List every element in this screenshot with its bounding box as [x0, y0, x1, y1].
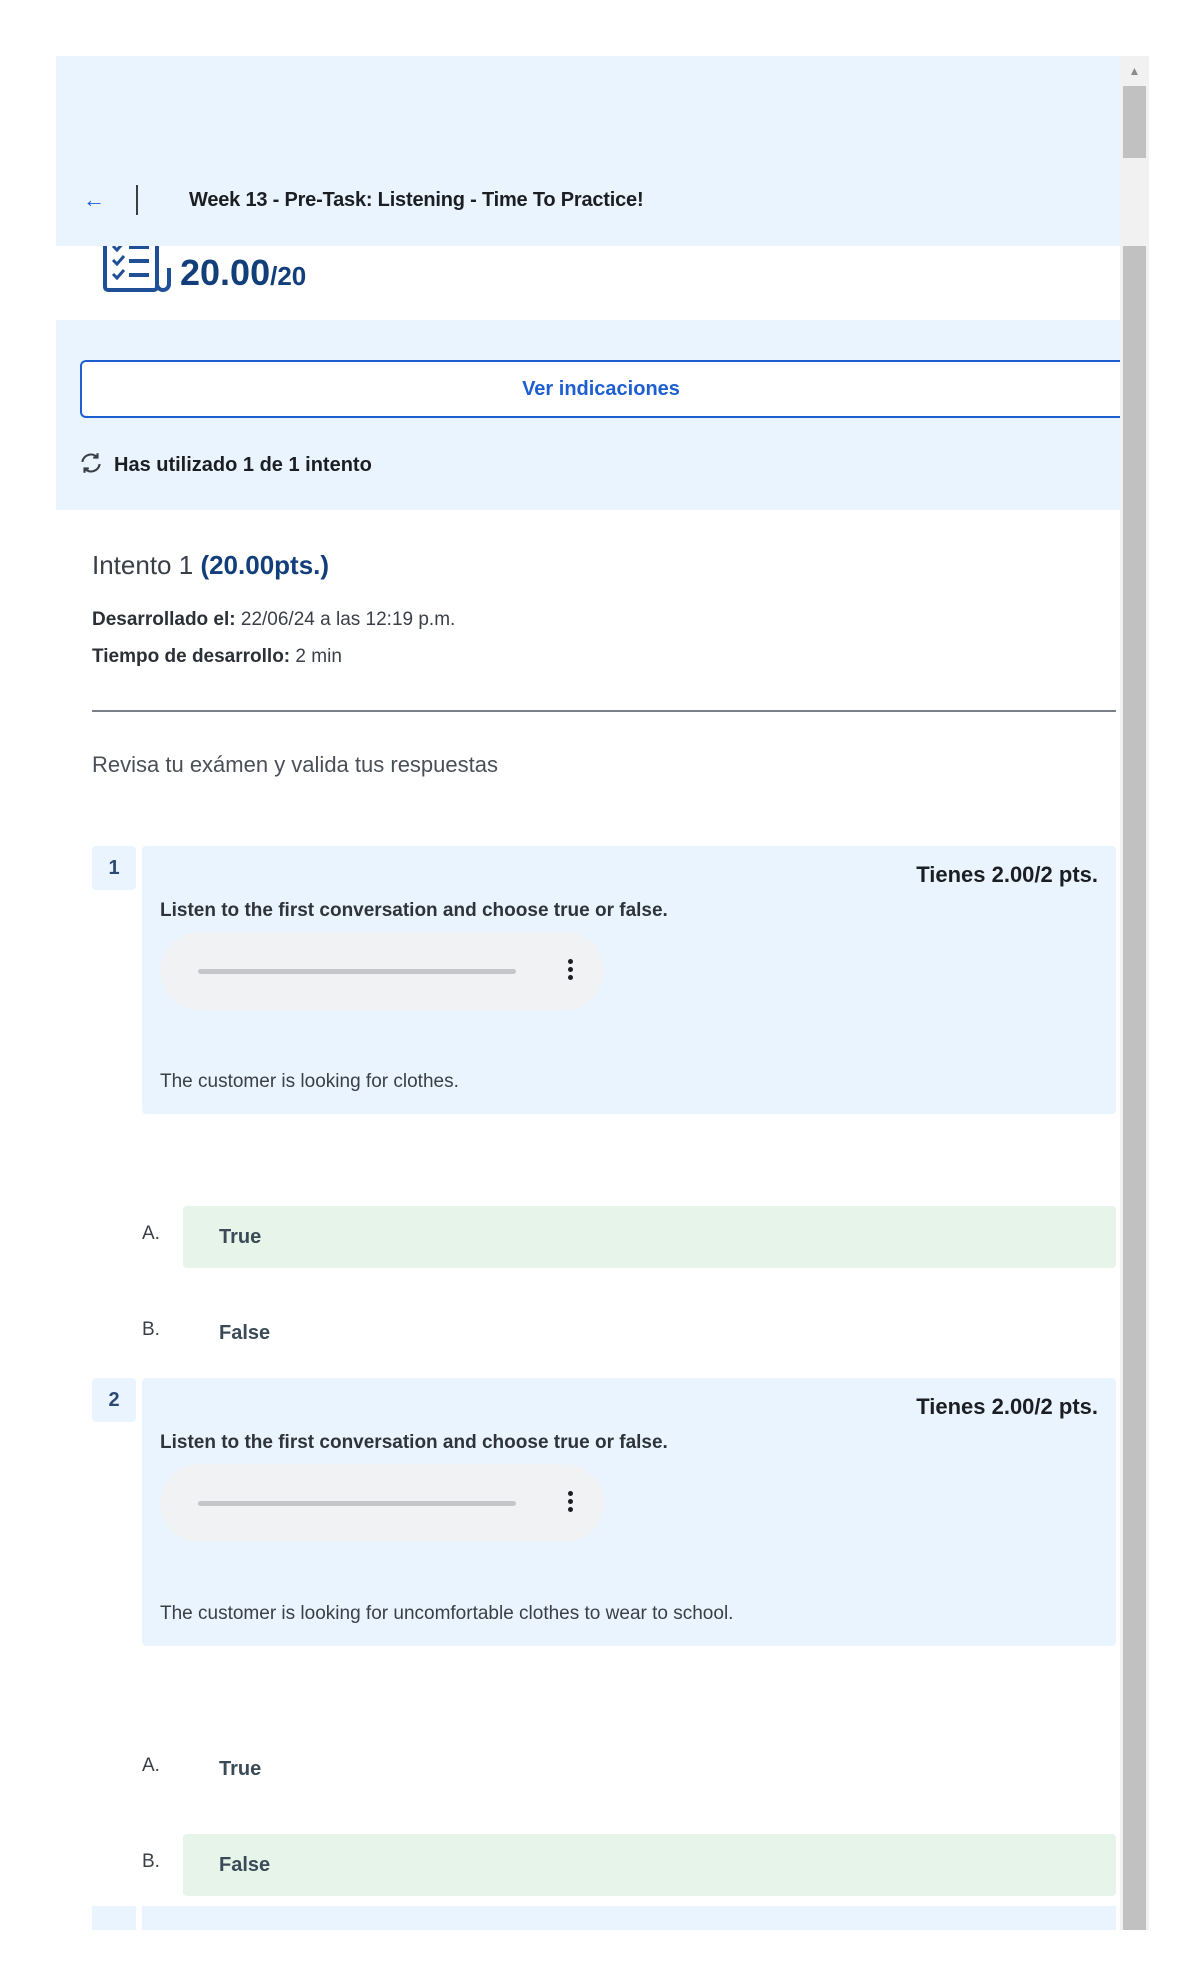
question-score: Tienes 2.00/2 pts. [916, 1394, 1098, 1419]
scrollbar-thumb[interactable] [1123, 86, 1146, 158]
option-letter: A. [142, 1223, 160, 1244]
score-value [180, 252, 306, 294]
scrollbar[interactable] [1120, 56, 1149, 1930]
attempts-info [78, 450, 372, 481]
arrow-left-icon[interactable]: ← [83, 187, 105, 212]
score-obtained: 20.00 [180, 252, 271, 293]
option-label: False [219, 1854, 271, 1876]
more-vert-icon[interactable] [560, 1488, 580, 1518]
attempt-title [92, 550, 329, 581]
time-value: 2 min [290, 646, 342, 667]
question-card [142, 1906, 1116, 1930]
development-time [92, 646, 342, 668]
page-header [56, 56, 1149, 246]
answer-option[interactable] [183, 1738, 1116, 1800]
audio-progress-track[interactable] [198, 1501, 516, 1506]
answer-option[interactable] [183, 1302, 1116, 1364]
option-label: True [219, 1758, 262, 1780]
time-label: Tiempo de desarrollo: [92, 646, 291, 667]
refresh-icon [78, 450, 104, 481]
developed-label: Desarrollado el: [92, 609, 236, 630]
section-divider [92, 710, 1116, 712]
audio-player[interactable] [160, 1464, 604, 1542]
review-instructions: Revisa tu exámen y valida tus respuestas [92, 752, 498, 777]
score-summary [56, 246, 1120, 320]
view-instructions-button[interactable]: Ver indicaciones [80, 360, 1120, 418]
question-number: 1 [92, 846, 136, 890]
answer-option-correct[interactable] [183, 1834, 1116, 1896]
question-prompt: Listen to the first conversation and choose true or false. [160, 900, 668, 921]
question-prompt: Listen to the first conversation and choose true or false. [160, 1432, 668, 1453]
audio-progress-track[interactable] [198, 969, 516, 974]
option-label: False [219, 1322, 271, 1344]
score-total: /20 [270, 261, 307, 291]
option-letter: B. [142, 1851, 160, 1872]
exam-review-page [56, 56, 1149, 1930]
question-statement: The customer is looking for clothes. [160, 1071, 459, 1092]
question-score: Tienes 2.00/2 pts. [916, 862, 1098, 887]
question-card [142, 1378, 1116, 1646]
header-divider [136, 185, 138, 215]
option-letter: B. [142, 1319, 160, 1340]
developed-value: 22/06/24 a las 12:19 p.m. [235, 609, 456, 630]
option-label: True [219, 1226, 262, 1248]
audio-player[interactable] [160, 932, 604, 1010]
exam-info-block [56, 320, 1120, 510]
attempt-label: Intento 1 [92, 550, 194, 580]
scroll-up-icon[interactable]: ▲ [1128, 64, 1141, 78]
developed-date [92, 609, 455, 631]
attempts-text: Has utilizado 1 de 1 intento [114, 454, 372, 476]
question-number [92, 1906, 136, 1930]
option-letter: A. [142, 1755, 160, 1776]
answer-option-correct[interactable] [183, 1206, 1116, 1268]
attempt-points: (20.00pts.) [200, 550, 330, 580]
question-statement: The customer is looking for uncomfortable clothes to wear to school. [160, 1603, 734, 1624]
scrollbar-track-thumb[interactable] [1123, 246, 1146, 1930]
question-number: 2 [92, 1378, 136, 1422]
page-title: Week 13 - Pre-Task: Listening - Time To Practice! [189, 189, 644, 211]
more-vert-icon[interactable] [560, 956, 580, 986]
back-button[interactable] [82, 188, 106, 212]
question-card [142, 846, 1116, 1114]
